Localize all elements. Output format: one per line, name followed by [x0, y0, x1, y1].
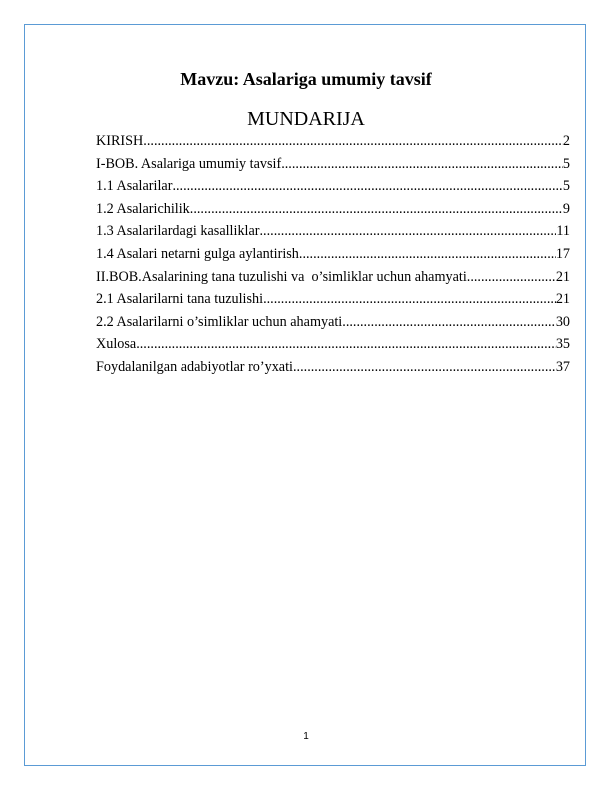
toc-entry-label: 2.1 Asalarilarni tana tuzulishi: [96, 291, 264, 308]
toc-entry-label: 1.1 Asalarilar: [96, 178, 173, 195]
toc-entry-label: Foydalanilgan adabiyotlar ro’yxati: [96, 358, 293, 375]
toc-dot-leader: [467, 266, 556, 289]
toc-entry-chapter-1[interactable]: [96, 153, 570, 176]
toc-entry-label: 1.4 Asalari netarni gulga aylantirish: [96, 245, 299, 262]
toc-entry-page: 37: [555, 358, 570, 375]
toc-entry-page: 21: [555, 268, 570, 285]
toc-entry-page: 35: [555, 336, 570, 353]
toc-dot-leader: [299, 243, 556, 266]
toc-dot-leader: [281, 153, 563, 176]
toc-entry-label: KIRISH: [96, 133, 144, 149]
toc-entry-1-4[interactable]: [96, 243, 570, 266]
toc-entry-page: 30: [555, 313, 570, 330]
toc-heading: MUNDARIJA: [247, 108, 365, 130]
toc-entry-1-3[interactable]: [96, 220, 570, 243]
table-of-contents: [96, 130, 570, 379]
toc-entry-1-1[interactable]: [96, 175, 570, 198]
toc-entry-kirish[interactable]: [96, 130, 570, 153]
toc-dot-leader: [260, 220, 557, 243]
toc-entry-xulosa[interactable]: [96, 333, 570, 356]
toc-entry-bibliography[interactable]: [96, 356, 570, 379]
toc-dot-leader: [190, 198, 563, 221]
page-number: 1: [303, 731, 309, 742]
toc-entry-page: 2: [562, 133, 570, 149]
toc-entry-label: 1.2 Asalarichilik: [96, 200, 190, 217]
toc-dot-leader: [293, 356, 556, 379]
toc-dot-leader: [143, 130, 563, 153]
toc-entry-page: 5: [562, 178, 570, 195]
toc-entry-page: 11: [556, 223, 570, 240]
toc-entry-label: II.BOB.Asalarining tana tuzulishi va o’simliklar uchun ahamyati: [96, 268, 467, 285]
toc-entry-page: 17: [555, 245, 570, 262]
toc-entry-label: I-BOB. Asalariga umumiy tavsif: [96, 155, 282, 172]
toc-entry-1-2[interactable]: [96, 198, 570, 221]
toc-entry-page: 5: [562, 155, 570, 172]
toc-entry-chapter-2[interactable]: [96, 266, 570, 289]
toc-entry-label: 2.2 Asalarilarni o’simliklar uchun ahamyati: [96, 313, 343, 330]
toc-entry-2-1[interactable]: [96, 288, 570, 311]
toc-dot-leader: [263, 288, 556, 311]
toc-entry-2-2[interactable]: [96, 311, 570, 334]
toc-dot-leader: [342, 311, 556, 334]
toc-entry-label: Xulosa: [96, 336, 137, 353]
document-title: Mavzu: Asalariga umumiy tavsif: [180, 69, 432, 89]
toc-entry-label: 1.3 Asalarilardagi kasalliklar: [96, 223, 260, 240]
toc-entry-page: 21: [555, 291, 570, 308]
toc-entry-page: 9: [562, 200, 570, 217]
toc-dot-leader: [172, 175, 562, 198]
toc-dot-leader: [136, 333, 556, 356]
